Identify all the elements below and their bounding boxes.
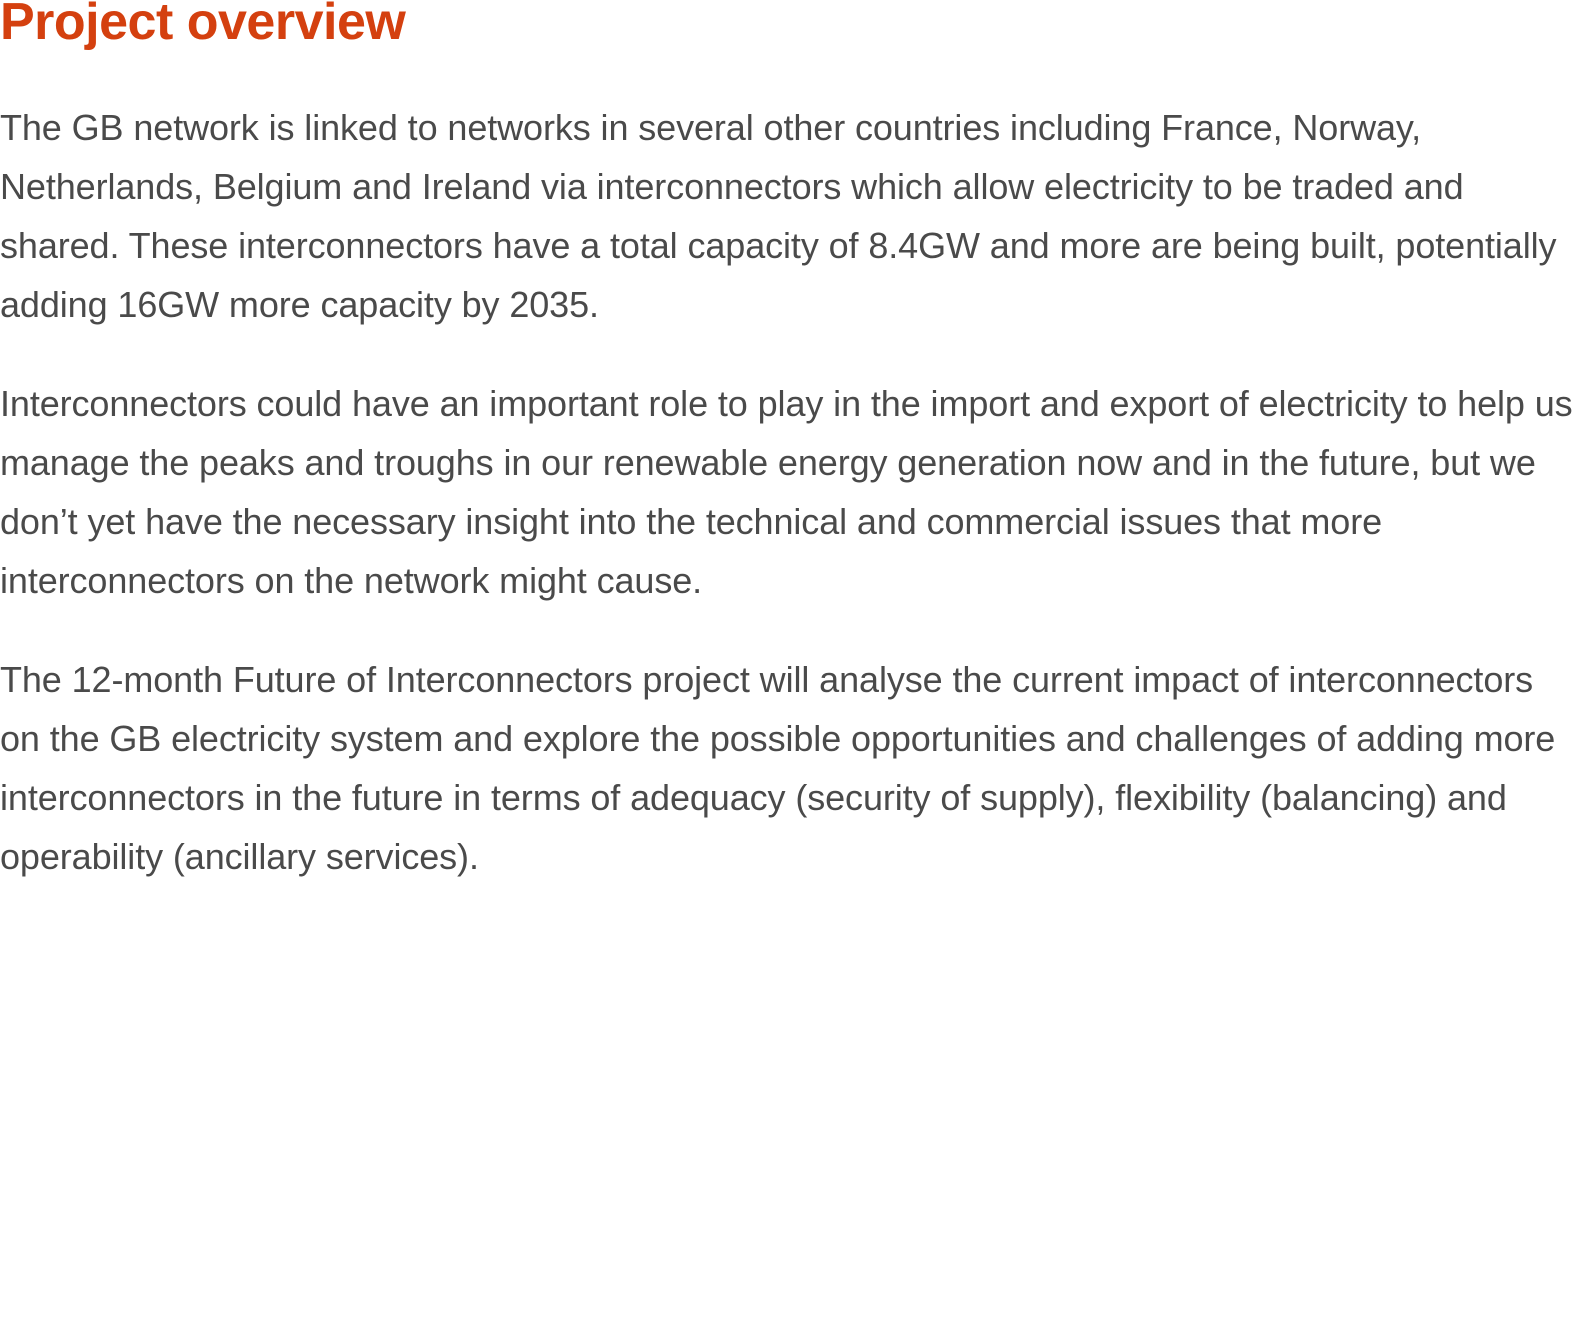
paragraph-interconnector-role: Interconnectors could have an important role to play in the import and export of electricity to help us manage the peaks and troughs in our renewable energy generation now and in the future, but we don’t yet have the necessary insight into the technical and commercial issues that more interconnectors on the network might cause.: [0, 383, 1573, 601]
page-title: Project overview: [0, 0, 406, 51]
overview-body: [0, 98, 1580, 926]
paragraph-network-links: The GB network is linked to networks in several other countries including France, Norway, Netherlands, Belgium and Ireland via interconnectors which allow electricity to be traded and shared. These interconnectors have a total capacity of 8.4GW and more are being built, potentially adding 16GW more capacity by 2035.: [0, 107, 1557, 325]
paragraph-project-scope: The 12-month Future of Interconnectors project will analyse the current impact of interconnectors on the GB electricity system and explore the possible opportunities and challenges of adding more interconnectors in the future in terms of adequacy (security of supply), flexibility (balancing) and operability (ancillary services).: [0, 659, 1556, 877]
